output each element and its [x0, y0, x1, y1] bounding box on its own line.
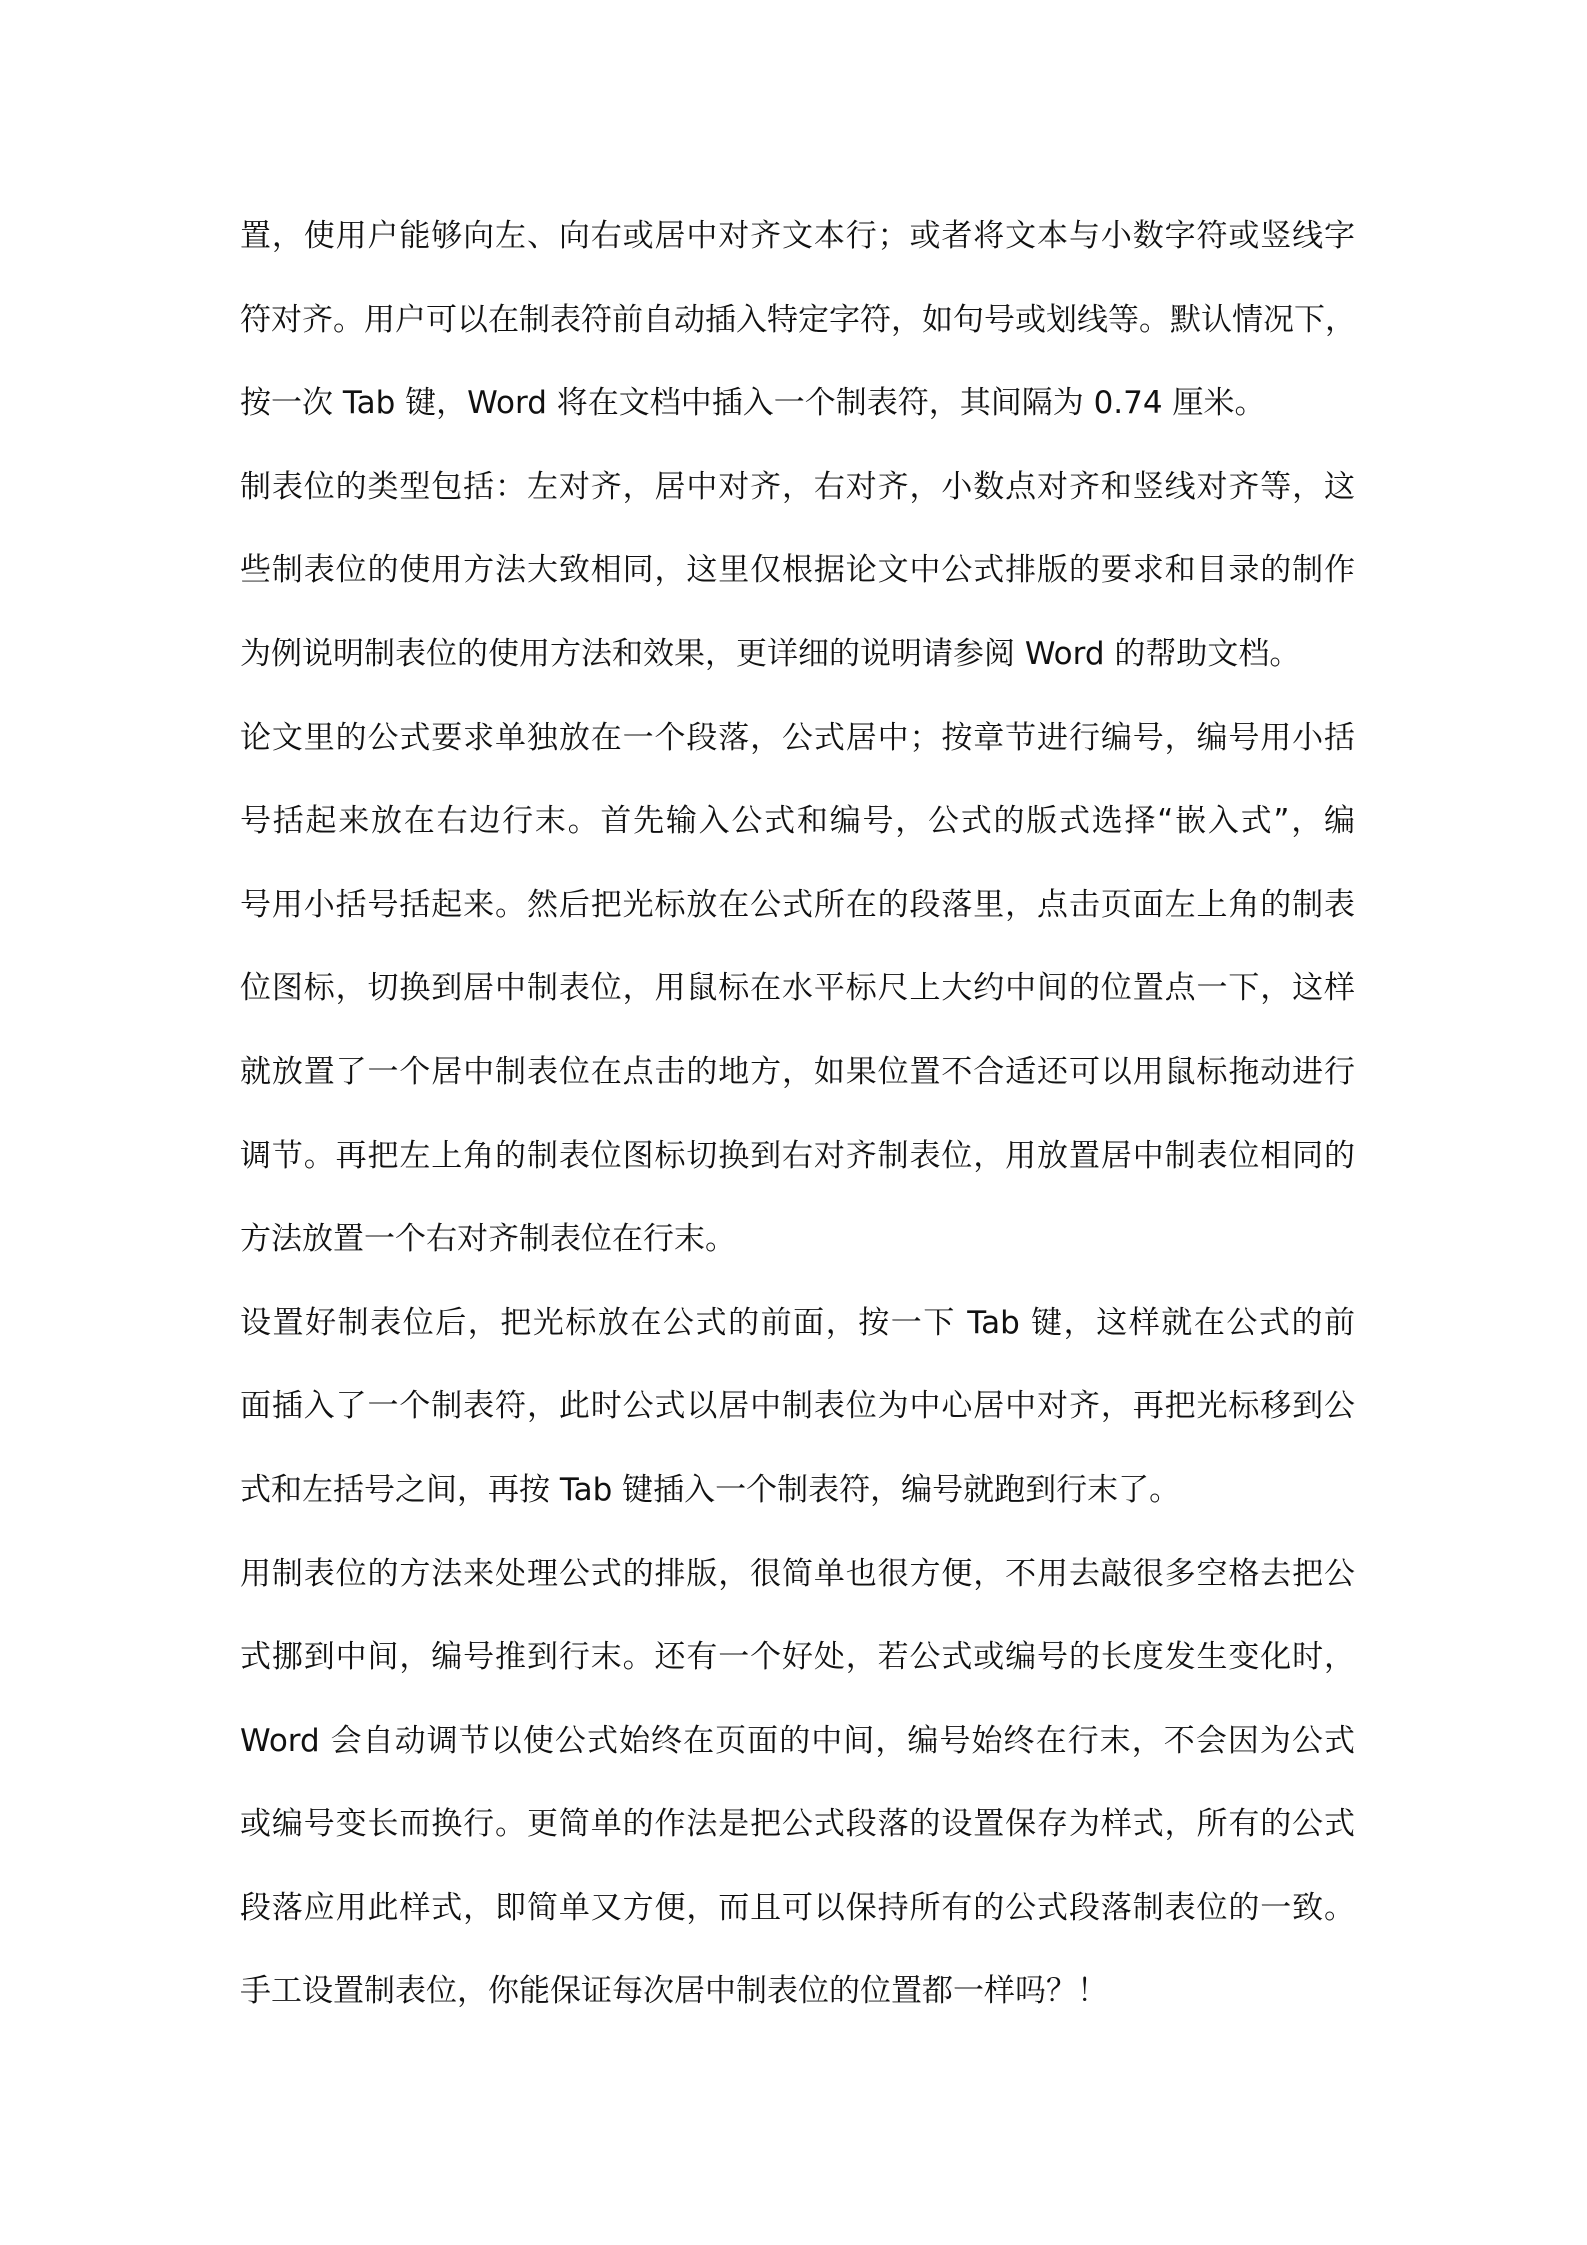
- document-page: [240, 206, 1355, 2045]
- text-line: 些制表位的使用方法大致相同，这里仅根据论文中公式排版的要求和目录的制作: [240, 552, 1355, 589]
- text-line: 或编号变长而换行。更简单的作法是把公式段落的设置保存为样式，所有的公式: [240, 1806, 1355, 1843]
- text-line: Word 会自动调节以使公式始终在页面的中间，编号始终在行末，不会因为公式: [240, 1722, 1355, 1759]
- text-line: 方法放置一个右对齐制表位在行末。: [240, 1221, 736, 1258]
- text-line: 用制表位的方法来处理公式的排版，很简单也很方便，不用去敲很多空格去把公: [240, 1555, 1355, 1592]
- text-line: 式挪到中间，编号推到行末。还有一个好处，若公式或编号的长度发生变化时，: [240, 1639, 1355, 1676]
- text-line: 手工设置制表位，你能保证每次居中制表位的位置都一样吗？！: [240, 1973, 1108, 2010]
- paragraph-insert-tabs: [240, 1293, 1355, 1544]
- text-line: 按一次 Tab 键，Word 将在文档中插入一个制表符，其间隔为 0.74 厘米。: [240, 385, 1266, 422]
- paragraph-tab-types: [240, 457, 1355, 708]
- text-line: 制表位的类型包括：左对齐，居中对齐，右对齐，小数点对齐和竖线对齐等，这: [240, 468, 1355, 505]
- text-line: 就放置了一个居中制表位在点击的地方，如果位置不合适还可以用鼠标拖动进行: [240, 1053, 1355, 1090]
- text-line: 设置好制表位后，把光标放在公式的前面，按一下 Tab 键，这样就在公式的前: [240, 1304, 1355, 1341]
- paragraph-benefits: [240, 1544, 1355, 2046]
- text-line: 调节。再把左上角的制表位图标切换到右对齐制表位，用放置居中制表位相同的: [240, 1137, 1355, 1174]
- text-line: 面插入了一个制表符，此时公式以居中制表位为中心居中对齐，再把光标移到公: [240, 1388, 1355, 1425]
- paragraph-formula-layout: [240, 708, 1355, 1293]
- text-line: 为例说明制表位的使用方法和效果，更详细的说明请参阅 Word 的帮助文档。: [240, 635, 1301, 672]
- text-line: 段落应用此样式，即简单又方便，而且可以保持所有的公式段落制表位的一致。: [240, 1889, 1355, 1926]
- text-line: 号用小括号括起来。然后把光标放在公式所在的段落里，点击页面左上角的制表: [240, 886, 1355, 923]
- text-line: 式和左括号之间，再按 Tab 键插入一个制表符，编号就跑到行末了。: [240, 1471, 1181, 1508]
- paragraph-tab-alignment-intro: [240, 206, 1355, 457]
- text-line: 置，使用户能够向左、向右或居中对齐文本行；或者将文本与小数字符或竖线字: [240, 218, 1355, 254]
- text-line: 号括起来放在右边行末。首先输入公式和编号，公式的版式选择“嵌入式”，编: [240, 803, 1355, 840]
- text-line: 位图标，切换到居中制表位，用鼠标在水平标尺上大约中间的位置点一下，这样: [240, 970, 1355, 1007]
- text-line: 符对齐。用户可以在制表符前自动插入特定字符，如句号或划线等。默认情况下，: [240, 301, 1356, 338]
- text-line: 论文里的公式要求单独放在一个段落，公式居中；按章节进行编号，编号用小括: [240, 719, 1355, 756]
